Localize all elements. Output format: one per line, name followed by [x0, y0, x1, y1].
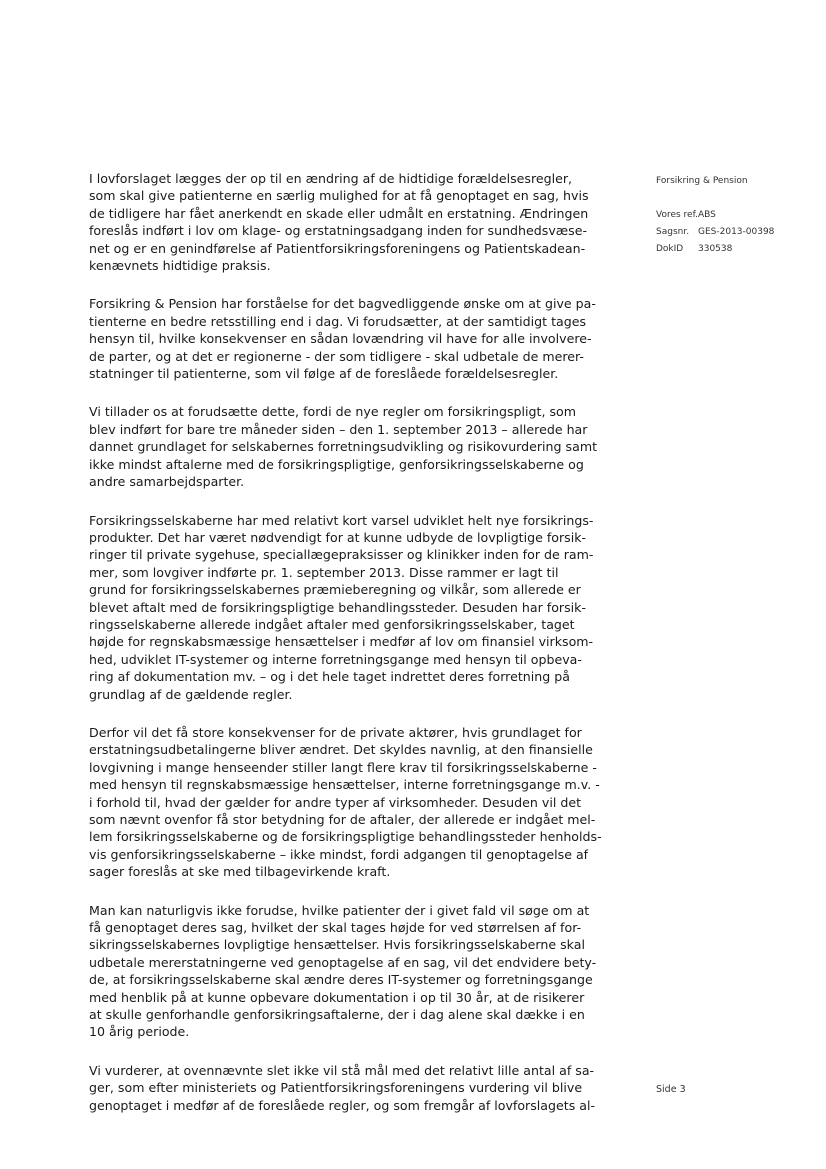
reference-label: Vores ref. — [656, 210, 698, 220]
paragraph-3: Vi tillader os at forudsætte dette, fordi de nye regler om forsikringspligt, som blev indført for bare tre måneder siden – den 1. september 2013 – allerede har dannet grundlaget for selskabernes forretningsudvikling og risikovurdering samt ikke mindst aftalerne med de forsikringspligtige, genforsikringsselskaberne og andre samarbejdsparter. — [89, 404, 598, 490]
paragraph-7: Vi vurderer, at ovennævnte slet ikke vil stå mål med det relativt lille antal af sa- ger, som efter ministeriets og Patientforsikringsforeningens vurdering vil blive genoptaget i medfør af de foreslåede regler, og som fremgår af lovforslagets al- — [89, 1062, 596, 1113]
paragraph-5: Derfor vil det få store konsekvenser for de private aktører, hvis grundlaget for erstatningsudbetalingerne bliver ændret. Det skyldes navnlig, at den finansielle lovgivning i mange henseender stiller langt flere krav til forsikringsselskaberne - med hensyn til regnskabsmæssige hensættelser, interne forretningsgange m.v. - i forhold til, hvad der gælder for andre typer af virksomheder. Desuden vil det som nævnt ovenfor få stor betydning for de aftaler, der allerede er indgået mel- lem forsikringsselskaberne og de forsikringspligtige behandlingssteder henholds- vis genforsikringsselskaberne – ikke mindst, fordi adgangen til genoptagelse af sager foreslås at ske med tilbagevirkende kraft. — [89, 724, 602, 880]
reference-value: ABS — [698, 210, 716, 220]
paragraph-2: Forsikring & Pension har forståelse for det bagvedliggende ønske om at give pa- tienterne en bedre retsstilling end i dag. Vi forudsætter, at der samtidigt tages hensyn til, hvilke konsekvenser en sådan lovændring vil have for alle involvere- de parter, og at det er regionerne - der som tidligere - skal udbetale de merer- statninger til patienterne, som vil følge af de foreslåede forældelsesregler. — [89, 296, 596, 382]
reference-row — [656, 207, 821, 224]
sender-organization: Forsikring & Pension — [656, 176, 748, 186]
case-number-row — [656, 224, 821, 241]
paragraph-1: I lovforslaget lægges der op til en ændring af de hidtidige forældelsesregler, som skal give patienterne en særlig mulighed for at få genoptaget en sag, hvis de tidligere har fået anerkendt en skade eller udmålt en erstatning. Ændringen foreslås indført i lov om klage- og erstatningsadgang inden for sundhedsvæse- net og er en genindførelse af Patientforsikringsforeningens og Patientskadean- kenævnets hidtidige praksis. — [89, 171, 589, 274]
case-number-label: Sagsnr. — [656, 227, 690, 237]
page-number: Side 3 — [656, 1084, 686, 1095]
case-number-value: GES-2013-00398 — [698, 227, 775, 237]
letter-body — [89, 170, 606, 1135]
paragraph-4: Forsikringsselskaberne har med relativt kort varsel udviklet helt nye forsikrings- produkter. Det har været nødvendigt for at kunne udbyde de lovpligtige forsik- ringer til private sygehuse, speciallægepraksisser og klinikker inden for de ram- mer, som lovgiver indførte pr. 1. september 2013. Disse rammer er lagt til grund for forsikringsselskabernes præmieberegning og vilkår, som allerede er blevet aftalt med de forsikringspligtige behandlingssteder. Desuden har forsik- ringsselskaberne allerede indgået aftaler med genforsikringsselskaber, taget højde for regnskabsmæssige hensættelser i medfør af lov om finansiel virksom- hed, udviklet IT-systemer og interne forretningsgange med hensyn til opbeva- ring af dokumentation mv. – og i det hele taget indrettet deres forretning på grundlag af de gældende regler. — [89, 512, 594, 702]
document-id-value: 330538 — [698, 244, 733, 254]
document-sidebar — [656, 173, 821, 258]
document-id-label: DokID — [656, 244, 684, 254]
paragraph-6: Man kan naturligvis ikke forudse, hvilke patienter der i givet fald vil søge om at få genoptaget deres sag, hvilket der skal tages højde for ved størrelsen af for- sikringsselskabernes lovpligtige hensættelser. Hvis forsikringsselskaberne skal udbetale mererstatningerne ved genoptagelse af en sag, vil det endvidere bety- de, at forsikringsselskaberne skal ændre deres IT-systemer og forretningsgange med henblik på at kunne opbevare dokumentation i op til 30 år, at de risikerer at skulle genforhandle genforsikringsaftalerne, der i dag alene skal dække i en 10 årig periode. — [89, 902, 597, 1040]
document-id-row — [656, 241, 821, 258]
